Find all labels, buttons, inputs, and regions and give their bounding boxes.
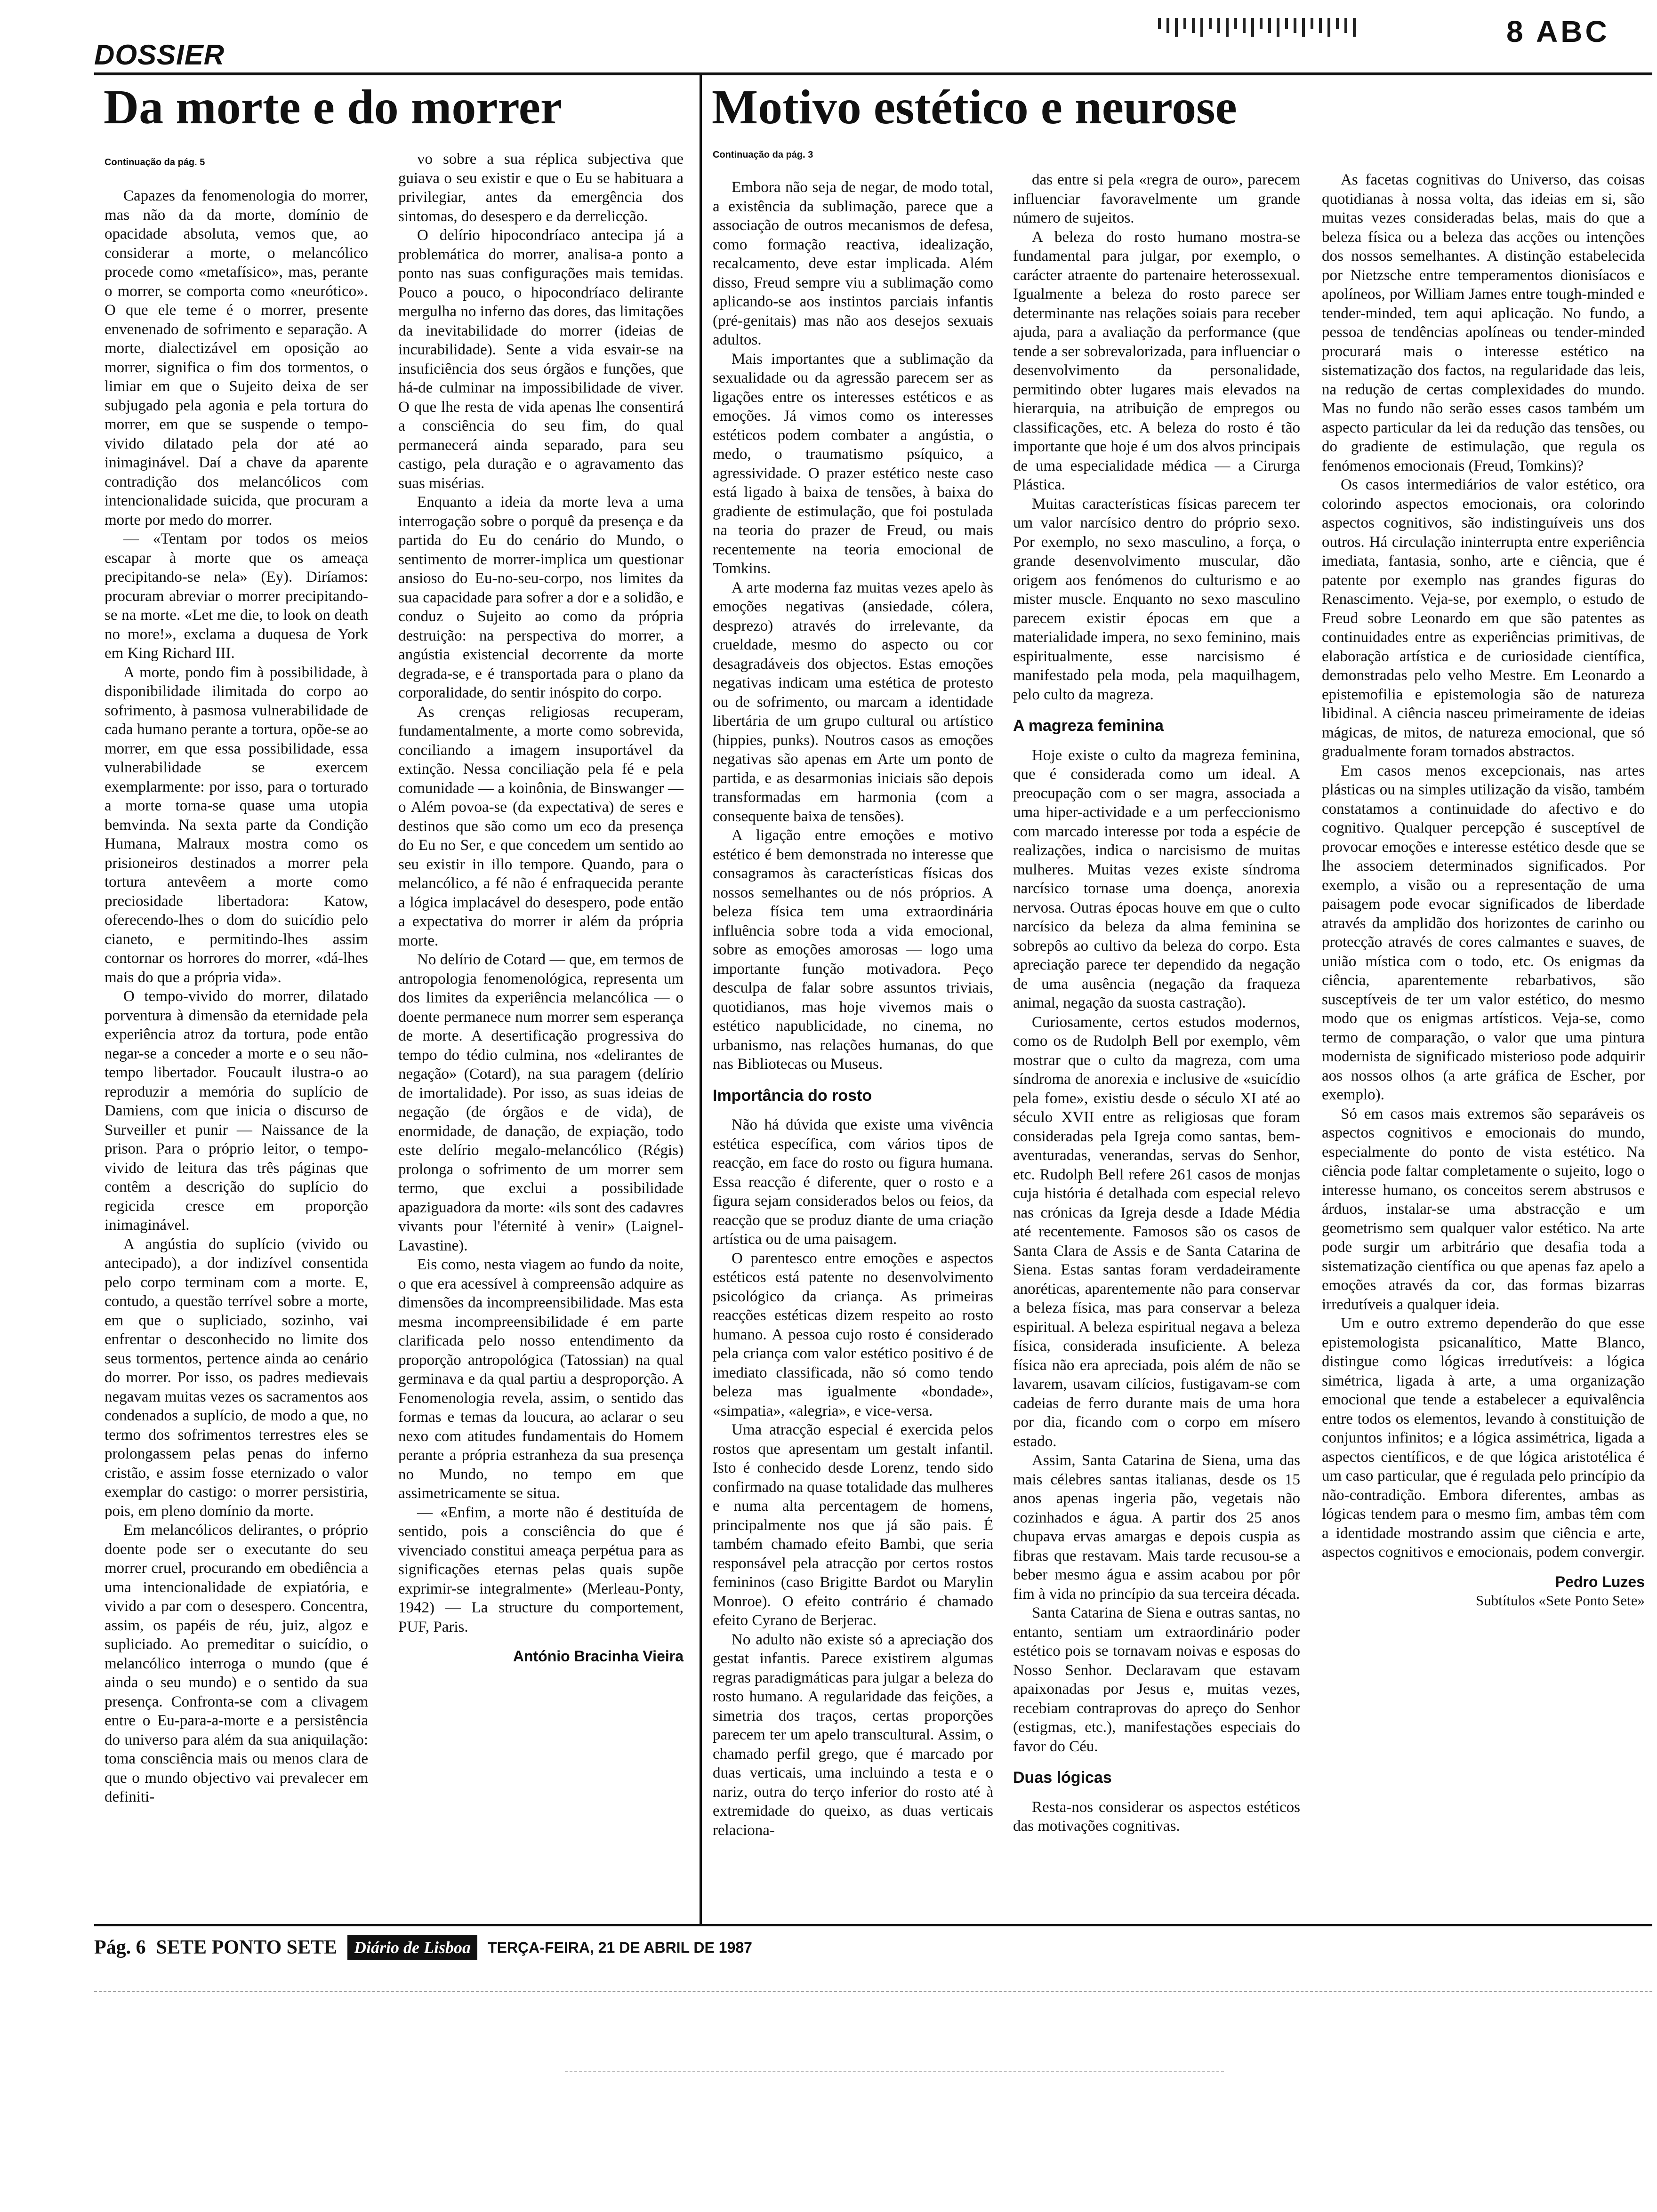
paragraph: Em casos menos excepcionais, nas artes plásticas ou na simples utilização da visão, também constatamos a continuidade do afectivo e do cognitivo. Qualquer percepção é susceptível de provocar emoções e interesse estético desde que se lhe associem determinados significados. Por exemplo, a visão ou a representação de uma paisagem pode evocar significados de liberdade através da amplidão dos horizontes de carinho ou protecção através de cores calmantes e suaves, de união mística com o todo, etc. Os enigmas da ciência, aparentemente rebarbativos, são susceptíveis de ter um valor estético, do mesmo modo que os enigmas artísticos. Veja-se, como termo de comparação, o valor que uma pintura modernista de significado misterioso pode adquirir aos nossos olhos (a arte gráfica de Escher, por exemplo). <box>1322 762 1645 1103</box>
subtitle-credit: Subtítulos «Sete Ponto Sete» <box>1475 1592 1645 1609</box>
paragraph: Não há dúvida que existe uma vivência estética específica, com vários tipos de reacção, em face do rosto ou figura humana. Essa reacção é diferente, quer o rosto e a figura sejam considerados belos ou feios, da reacção que se produz diante de uma criação artística ou de uma paisagem. <box>713 1116 993 1248</box>
paragraph: Curiosamente, certos estudos modernos, como os de Rudolph Bell por exemplo, vêm mostrar que o culto da magreza, com uma síndroma de anorexia e inclusive de «suicídio pela fome», existiu desde o século XI até ao século XVII entre as religiosas que foram consideradas pela Igreja como santas, bem-aventuradas, venerandas, servas do Senhor, etc. Rudolph Bell refere 261 casos de monjas cuja história é detalhada com especial relevo nas crónicas da Igreja desde a Idade Média até recentemente. Famosos são os casos de Santa Clara de Assis e de Santa Catarina de Siena. Estas santas foram verdadeiramente anoréticas, aparentemente não para conservar a beleza física, mas para conservar a beleza espiritual. A beleza espiritual negava a beleza física, considerada insuficiente. A beleza física não era apreciada, pois além de não se lavarem, usavam cilícios, fustigavam-se com cadeias de ferro durante mais de uma hora por dia, ficando com o corpo em mísero estado. <box>1013 1013 1300 1450</box>
paragraph: das entre si pela «regra de ouro», parecem influenciar favoravelmente um grande número de sujeitos. <box>1013 171 1300 226</box>
right-article-column-1 <box>713 178 993 1840</box>
paragraph: A morte, pondo fim à possibilidade, à disponibilidade ilimitada do corpo ao sofrimento, à pasmosa vulnerabilidade de cada humano perante a tortura, opõe-se ao morrer, em que essa possibilidade, essa vulnerabilidade se exercem exemplarmente: por isso, para o torturado a morte torna-se quase uma utopia bemvinda. Na sexta parte da Condição Humana, Malraux mostra como os prisioneiros destinados a morrer pela tortura antevêem a morte como preciosidade libertadora: Katow, oferecendo-lhes o dom do suicídio pelo cianeto, e permitindo-lhes assim contornar os horrores do morrer, «dá-lhes mais do que a própria vida». <box>105 664 368 986</box>
paragraph: As facetas cognitivas do Universo, das coisas quotidianas à nossa volta, das ideias em si, são muitas vezes consideradas belas, mais do que a beleza física ou a beleza das acções ou intenções dos nossos semelhantes. A distinção estabelecida por Nietzsche entre temperamentos dionisíacos e apolíneos, por William James entre tough-minded e tender-minded, tem aqui aplicação. No fundo, a pessoa de tendências apolíneas ou tender-minded procurará mais o interesse estético na sistematização dos factos, na regularidade das leis, na redução de certas complexidades do mundo. Mas no fundo não serão esses casos também um aspecto particular da lei da redução das tensões, ou do gradiente de estimulação, que regula os fenómenos emocionais (Freud, Tomkins)? <box>1322 171 1645 474</box>
registration-tick <box>1294 18 1296 33</box>
paragraph: Assim, Santa Catarina de Siena, uma das mais célebres santas italianas, desde os 15 anos apenas ingeria pão, vegetais não cozinhados e água. A partir dos 25 anos chupava ervas amargas e depois cuspia as fibras que restavam. Mais tarde recusou-se a beber mesmo água e assim acabou por pôr fim à vida no princípio da sua terceira década. <box>1013 1452 1300 1603</box>
bottom-rule <box>94 1924 1652 1926</box>
paragraph: O tempo-vivido do morrer, dilatado porventura à dimensão da eternidade pela experiência atroz da tortura, pode então negar-se a conceder a morte e o seu não-tempo libertador. Foucault ilustra-o ao reproduzir a memória do suplício de Damiens, com que inicia o discurso de Surveiller et punir — Naissance de la prison. Para o próprio leitor, o tempo-vivido de leitura das três páginas que contêm a descrição do suplício do regicida cresce em proporção inimaginável. <box>105 988 368 1234</box>
page-footer <box>94 1934 752 1961</box>
paragraph: Um e outro extremo dependerão do que esse epistemologista psicanalítico, Matte Blanco, distingue como lógicas irredutíveis: a lógica simétrica, ligada à arte, a uma organização emocional que tende a estabelecer a equivalência entre todos os elementos, levando à constituição de conjuntos infinitos; e a lógica assimétrica, ligada a aspectos científicos, e de que lógica aristotélica é um caso particular, que é regulada pelo princípio da não-contradição. Embora diferentes, ambas as lógicas tendem para o mesmo fim, ambas têm com a identidade mostrando assim que ciência e arte, aspectos cognitivos e emocionais, podem convergir. <box>1322 1315 1645 1561</box>
registration-tick <box>1217 18 1220 33</box>
subheading: Importância do rosto <box>713 1086 872 1105</box>
registration-tick <box>1285 18 1288 29</box>
registration-tick <box>1277 18 1279 37</box>
left-article-column-2 <box>398 150 684 1666</box>
paragraph: Só em casos mais extremos são separáveis os aspectos cognitivos e emocionais do mundo, especialmente do ponto de vista estético. Na ciência pode faltar completamente o sujeito, logo o interesse humano, os conceitos serem abstrusos e árduos, instalar-se uma abstracção e um geometrismo sem qualquer valor estético. Na arte pode surgir um arbitrário que desafia toda a sistematização científica ou que apenas faz apelo a emoções através da cor, das formas bizarras irredutíveis a qualquer ideia. <box>1322 1105 1645 1313</box>
paragraph: A angústia do suplício (vivido ou antecipado), a dor indizível consentida pelo corpo terminam com a morte. E, contudo, a questão terrível sobre a morte, em que o supliciado, sozinho, vai enfrentar o desconhecido no limite dos seus tormentos, pertence ainda ao cenário do morrer. Por isso, os padres medievais negavam muitas vezes os sacramentos aos condenados a suplício, de modo a que, no termo dos sofrimentos terrestres eles se prolongassem pelas penas do inferno cristão, e assim fosse eternizado o valor exemplar do castigo: o morrer persistiria, pois, em pleno domínio da morte. <box>105 1235 368 1520</box>
registration-tick <box>1319 18 1322 33</box>
paragraph: Muitas características físicas parecem ter um valor narcísico dentro do próprio sexo. Por exemplo, no sexo masculino, a força, o grande desenvolvimento muscular, dão origem aos fenómenos do culturismo e ao mister muscle. Enquanto no sexo masculino parecem existir épocas em que a materialidade impera, no sexo feminino, mais espiritualmente, esse narcisismo é manifestado pela moda, pela maquilhagem, pelo culto da magreza. <box>1013 495 1300 703</box>
paragraph: — «Tentam por todos os meios escapar à morte que os ameaça precipitando-se nela» (Ey). Diríamos: procuram abreviar o morrer precipitando-se na morte. «Let me die, to look on death no more!», exclama a duquesa de York em King Richard III. <box>105 530 368 662</box>
registration-tick <box>1226 18 1229 37</box>
paragraph: No delírio de Cotard — que, em termos de antropologia fenomenológica, representa um dos limites da experiência melancólica — o doente permanece num morrer sem esperança de morte. A desertificação progressiva do tempo do tédio culmina, nos «delirantes de negação» (Cotard), na sua paragem (delírio de imortalidade). Por isso, as suas ideias de negação (de órgãos e de vida), de enormidade, de danação, de expiação, todo este delírio megalo-melancólico (Régis) prolonga o sofrimento de um morrer sem termo, que exclui a possibilidade apaziguadora da morte: «ils sont des cadavres vivants pour l'éternité à venir» (Laignel-Lavastine). <box>398 951 684 1254</box>
paragraph: O parentesco entre emoções e aspectos estéticos está patente no desenvolvimento psicológico da criança. As primeiras reacções estéticas dizem respeito ao rosto humano. A pessoa cujo rosto é considerado pela criança com valor estético positivo é de imediato classificada, não só como tendo beleza mas igualmente «bondade», «simpatia», «alegria», e vice-versa. <box>713 1250 993 1419</box>
page-number: Pág. 6 <box>94 1937 146 1958</box>
registration-tick <box>1183 18 1186 29</box>
issue-date: TERÇA-FEIRA, 21 DE ABRIL DE 1987 <box>488 1939 752 1956</box>
registration-tick <box>1268 18 1271 33</box>
paragraph: — «Enfim, a morte não é destituída de sentido, pois a consciência do que é vivenciado constitui ameaça perpétua para as significações eternas pelas quais supõe exprimir-se integralmente» (Merleau-Ponty, 1942) — La structure du comportement, PUF, Paris. <box>398 1504 684 1635</box>
paragraph: vo sobre a sua réplica subjectiva que guiava o seu existir e que o Eu se habituara a privilegiar, antes da emergência dos sintomas, do desespero e da derrelicção. <box>398 151 684 225</box>
paragraph: Hoje existe o culto da magreza feminina, que é considerada como um ideal. A preocupação com o ser magra, associada a uma hiper-actividade e a um perfeccionismo com marcado interesse por toda a espécie de realizações, indica o narcisismo de muitas mulheres. Muitas vezes existe síndroma narcísico tornase uma doença, anorexia nervosa. Outras épocas houve em que o culto narcísico da beleza da alma feminina se sobrepôs ao cultivo da beleza do corpo. Esta apreciação parece ter dependido da negação de uma ausência (negação da fraqueza animal, negação da suosta castração). <box>1013 746 1300 1011</box>
paragraph: Santa Catarina de Siena e outras santas, no entanto, sentiam um extraordinário poder estético pois se tornavam noivas e esposas do Nosso Senhor. Declaravam que estavam apaixonadas por Jesus e, muitas vezes, recebiam contraprovas do apreço do Senhor (estigmas, etc.), manifestações especiais do favor do Céu. <box>1013 1604 1300 1755</box>
supplement-name: SETE PONTO SETE <box>156 1937 338 1958</box>
registration-tick <box>1353 18 1356 37</box>
registration-tick <box>1166 18 1169 33</box>
scan-edge-line <box>94 1991 1652 1992</box>
subheading: Duas lógicas <box>1013 1769 1112 1787</box>
paragraph: Em melancólicos delirantes, o próprio doente pode ser o executante do seu morrer cruel, procurando em obediência a uma intencionalidade de expiatória, e vivido a par com o desespero. Concentra, assim, os papéis de réu, juiz, algoz e supliciado. Ao premeditar o suicídio, o melancólico interroga o mundo (que é ainda o seu mundo) e o sentido da sua presença. Confronta-se com a clivagem entre o Eu-para-a-morte e a persistência do universo para além da sua aniquilação: toma consciência mais ou menos clara de que o mundo objectivo vai prevalecer em definiti- <box>105 1522 368 1805</box>
paragraph: Os casos intermediários de valor estético, ora colorindo aspectos emocionais, ora colorindo aspectos cognitivos, são indistinguíveis uns dos outros. Há circulação ininterrupta entre experiência imediata, fantasia, sonho, arte e ciência, que é patente por exemplo nas grandes figuras do Renascimento. Veja-se, por exemplo, o estudo de Freud sobre Leonardo em que são patentes as continuidades entre as experiências primitivas, de elaboração artística e de curiosidade científica, demonstradas pelo velho Mestre. Em Leonardo a epistemofilia e epistemologia são de natureza libidinal. A ciência nasceu primeiramente de ideias mágicas, de mitos, de natureza emocional, que só gradualmente foram tornados abstractos. <box>1322 476 1645 760</box>
paragraph: Eis como, nesta viagem ao fundo da noite, o que era acessível à compreensão adquire as dimensões da incompreensibilidade. Mas esta mesma incompreensibilidade é em parte clarificada pelo nosso entendimento da proporção antropológica (Tatossian) na qual germinava e da qual partiu a desproporção. A Fenomenologia revela, assim, o sentido das formas e temas da loucura, ao aclarar o seu nexo com atitudes fundamentais do Homem perante a própria estranheza da sua presença no Mundo, no tempo em que assimetricamente se situa. <box>398 1256 684 1502</box>
newspaper-masthead: Diário de Lisboa <box>347 1935 477 1960</box>
registration-tick <box>1311 18 1313 29</box>
left-continuation-note: Continuação da pág. 5 <box>105 157 205 168</box>
right-article-column-2 <box>1013 170 1300 1836</box>
registration-tick <box>1200 18 1203 37</box>
paragraph: Mais importantes que a sublimação da sexualidade ou da agressão parecem ser as ligações entre os interesses estéticos e as emoções. Já vimos como os interesses estéticos podem combater a angústia, o medo, o traumatismo psíquico, a agressividade. O prazer estético neste caso está ligado à baixa de tensões, à baixa do gradiente de estimulação, que foi postulada na teoria do prazer de Freud, ou mais recentemente na teoria emocional de Tomkins. <box>713 350 993 577</box>
right-article-title: Motivo estético e neurose <box>712 80 1237 134</box>
paragraph: As crenças religiosas recuperam, fundamentalmente, a morte como sobrevida, conciliando a imagem insuportável da extinção. Nessa conciliação pela fé e pela comunidade — a koinônia, de Binswanger — o Além povoa-se (da expectativa) de seres e destinos que são como um eco da presença do Eu no Ser, e que concedem um sentido ao seu existir in illo tempore. Quando, para o melancólico, a fé não é enfraquecida perante a lógica implacável do desespero, pode então a expectativa do morrer ir além da própria morte. <box>398 703 684 949</box>
registration-tick <box>1336 18 1339 29</box>
registration-tick <box>1327 18 1330 37</box>
corner-mark: 8 ABC <box>1506 15 1610 48</box>
paragraph: Uma atracção especial é exercida pelos rostos que apresentam um gestalt infantil. Isto é conhecido desde Lorenz, tendo sido confirmado na quase totalidade das mulheres e numa alta percentagem de homens, principalmente nos que já são pais. É também chamado efeito Bambi, que seria responsável pela atracção por certos rostos femininos (caso Brigitte Bardot ou Marylin Monroe). O efeito contrário é chamado efeito Cyrano de Berjerac. <box>713 1421 993 1629</box>
registration-tick <box>1243 18 1246 33</box>
section-label: DOSSIER <box>94 39 225 71</box>
registration-tick <box>1158 18 1161 29</box>
subheading: A magreza feminina <box>1013 717 1164 735</box>
paragraph: Embora não seja de negar, de modo total, a existência da sublimação, parece que a associação de outros mecanismos de defesa, como formação reactiva, idealização, recalcamento, deve estar implicada. Além disso, Freud sempre viu a sublimação como aplicando-se aos instintos parciais infantis (pré-genitais) mas não aos desejos sexuais adultos. <box>713 179 993 348</box>
right-article-byline: Pedro Luzes <box>1555 1573 1645 1590</box>
registration-tick <box>1175 18 1178 37</box>
paragraph: No adulto não existe só a apreciação dos gestat infantis. Parece existirem algumas regras paradigmáticas para julgar a beleza do rosto humano. A regularidade das feições, a simetria dos traços, certas proporções parecem ter um apelo transcultural. Assim, o chamado perfil grego, que é marcado por duas verticais, uma incluindo a testa e o nariz, outra do terço inferior do rosto até à extremidade do queixo, as duas verticais relaciona- <box>713 1631 993 1839</box>
paragraph: A ligação entre emoções e motivo estético é bem demonstrada no interesse que consagramos às características físicas dos nossos semelhantes ou de nós próprios. A beleza física tem uma extraordinária influência sobre toda a vida emocional, sobre as emoções amorosas — logo uma importante função motivadora. Peço desculpa de falar sobre assuntos triviais, quotidianos, mas hoje vivemos mais o estético napublicidade, no cinema, no urbanismo, nas relações humanas, do que nas Bibliotecas ou Museus. <box>713 827 993 1073</box>
registration-tick <box>1209 18 1212 29</box>
left-article-title: Da morte e do morrer <box>104 80 563 134</box>
registration-tick <box>1192 18 1195 33</box>
right-article-column-3 <box>1322 170 1645 1610</box>
paragraph: Enquanto a ideia da morte leva a uma interrogação sobre o porquê da presença e da partida do Eu do cenário do Mundo, o sentimento de morrer-implica um questionar ansioso do Eu-no-seu-corpo, nos limites da sua capacidade para sofrer a dor e a solidão, e conduz o Sujeito ao como da própria destruição: na perspectiva do morrer, a angústia existencial decorrente da morte degrada-se, e é transportada para o plano da corporalidade, do sentir inóspito do corpo. <box>398 494 684 701</box>
left-article-byline: António Bracinha Vieira <box>513 1648 684 1665</box>
registration-marks <box>1158 18 1370 40</box>
registration-tick <box>1234 18 1237 29</box>
left-article-column-1 <box>105 186 368 1807</box>
scan-edge-line-lower <box>565 2071 1224 2072</box>
top-rule <box>94 72 1652 75</box>
paragraph: A beleza do rosto humano mostra-se fundamental para julgar, por exemplo, o carácter atraente do partenaire heterossexual. Igualmente a beleza do rosto parece ser determinante nas relações soiais para receber ajuda, para a avaliação da performance (que tende a ser sobrevalorizada, para influenciar o desenvolvimento da personalidade, permitindo obter lugares mais elevados na hierarquia, na atribuição de empregos ou classificações, etc. A beleza do rosto é tão importante que hoje é um dos alvos principais de uma especialidade médica — a Cirurga Plástica. <box>1013 228 1300 493</box>
right-continuation-note: Continuação da pág. 3 <box>713 150 813 160</box>
paragraph: A arte moderna faz muitas vezes apelo às emoções negativas (ansiedade, cólera, desprezo) através do irrelevante, da crueldade, mesmo do aspecto ou cor desagradáveis dos objectos. Estas emoções negativas indicam uma estética de protesto ou de sofrimento, ou marcam a identidade libertária de um grupo cultural ou artístico (hippies, punks). Noutros casos as emoções negativas são apenas em Arte um ponto de partida, e as desarmonias iniciais são depois transformadas em harmonia (com a consequente baixa de tensões). <box>713 579 993 825</box>
registration-tick <box>1251 18 1254 37</box>
registration-tick <box>1260 18 1263 29</box>
article-divider <box>700 75 702 1924</box>
paragraph: Capazes da fenomenologia do morrer, mas não da da morte, domínio de opacidade absoluta, vemos que, ao considerar a morte, o melancólico procede como «metafísico», mas, perante o morrer, se comporta como «neurótico». O que ele teme é o morrer, presente envenenado de sofrimento e separação. A morte, dialectizável em oposição ao morrer, significa o fim dos tormentos, o limiar em que o Sujeito deixa de ser subjugado pela agonia e pela tortura do morrer, em que se suspende o tempo-vivido dilatado pela dor até ao inimaginável. Daí a chave da aparente contradição dos melancólicos com intencionalidade suicida, que procuram a morte por medo do morrer. <box>105 187 368 529</box>
paragraph: O delírio hipocondríaco antecipa já a problemática do morrer, analisa-a ponto a ponto nas suas configurações mais temidas. Pouco a pouco, o hipocondríaco delirante mergulha no inferno das dores, das limitações da inevitabilidade do morrer (ideias de incurabilidade). Sente a vida esvair-se na insuficiência dos seus órgãos e funções, que há-de culminar na impossibilidade de viver. O que lhe resta de vida apenas lhe consentirá a consciência do seu fim, do qual permanecerá ainda separado, para seu castigo, pela duração e o agravamento das suas misérias. <box>398 227 684 492</box>
registration-tick <box>1344 18 1347 33</box>
registration-tick <box>1302 18 1305 37</box>
paragraph: Resta-nos considerar os aspectos estéticos das motivações cognitivas. <box>1013 1798 1300 1835</box>
